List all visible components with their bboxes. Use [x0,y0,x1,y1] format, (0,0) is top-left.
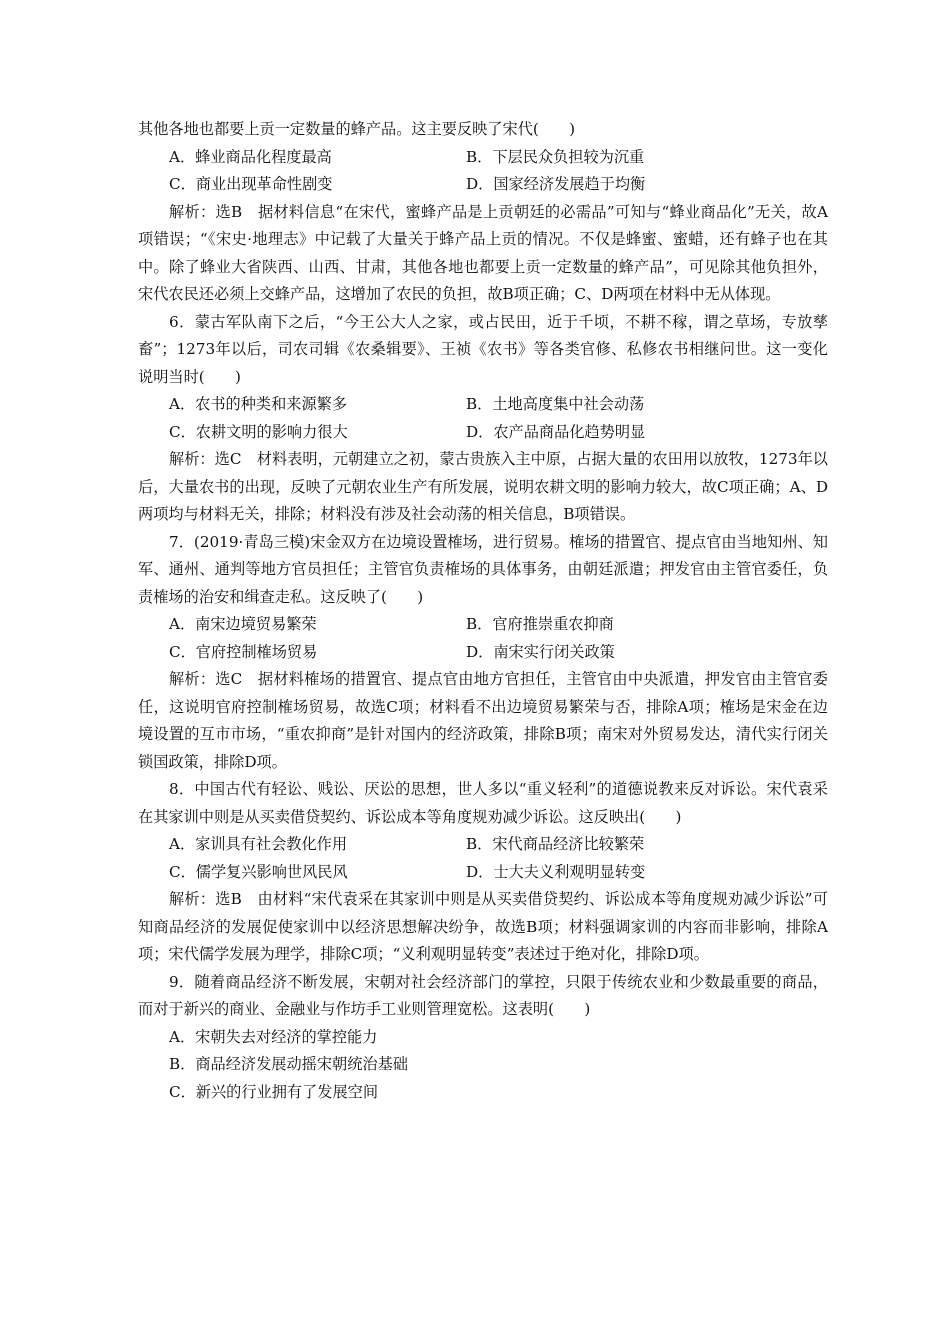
question-7-option-d: D．南宋实行闭关政策 [466,642,615,661]
question-6-option-a: A．农书的种类和来源繁多 [169,395,348,413]
question-6-option-b: B．土地高度集中社会动荡 [466,395,645,413]
question-5-options-row-2 [138,171,828,199]
question-6-options-row-1 [138,391,828,419]
question-5-option-c: C．商业出现革命性剧变 [169,175,333,193]
question-8-option-a: A．家训具有社会教化作用 [169,835,348,853]
question-8-options-row-1 [138,831,828,859]
question-6-stem: 6．蒙古军队南下之后，“今王公大人之家，或占民田，近于千顷，不耕不稼，谓之草场，专放孳畜”；1273年以后，司农司辑《农桑辑要》、王祯《农书》等各类官修、私修农书相继问世。这一变化说明当时( ) [138,312,828,386]
document-body [138,116,828,1106]
question-6-option-c: C．农耕文明的影响力很大 [169,422,348,441]
question-8-analysis: 解析：选B 由材料“宋代袁采在其家训中则是从买卖借贷契约、诉讼成本等角度规劝减少诉讼”可知商品经济的发展促使家训中以经济思想解决纷争，故选B项；材料强调家训的内容而非影响，排除A项；宋代儒学发展为理学，排除C项；“义利观明显转变”表述过于绝对化，排除D项。 [138,890,828,963]
question-9-option-b: B．商品经济发展动摇宋朝统治基础 [169,1055,408,1073]
question-5-options-row-1 [138,144,828,172]
question-7-option-c: C．官府控制榷场贸易 [169,642,318,661]
question-8-options-row-2 [138,859,828,887]
question-7-options-row-2 [138,639,828,667]
question-5-stem-continuation: 其他各地也都要上贡一定数量的蜂产品。这主要反映了宋代( ) [138,120,576,138]
question-7-analysis: 解析：选C 据材料榷场的措置官、提点官由地方官担任，主管官由中央派遣，押发官由主管官委任，这说明官府控制榷场贸易，故选C项；材料看不出边境贸易繁荣与否，排除A项；榷场是宋金在边境设置的互市市场，“重农抑商”是针对国内的经济政策，排除B项；南宋对外贸易发达，清代实行闭关锁国政策，排除D项。 [138,670,828,771]
question-9-option-c: C．新兴的行业拥有了发展空间 [169,1082,379,1101]
question-5-option-b: B．下层民众负担较为沉重 [466,147,645,166]
question-7-option-b: B．官府推崇重农抑商 [466,615,614,633]
question-5-option-d: D．国家经济发展趋于均衡 [466,175,646,193]
question-7-option-a: A．南宋边境贸易繁荣 [169,615,317,633]
question-6-options-row-2 [138,419,828,447]
question-9-stem: 9．随着商品经济不断发展，宋朝对社会经济部门的掌控，只限于传统农业和少数最重要的商品，而对于新兴的商业、金融业与作坊手工业则管理宽松。这表明( ) [138,972,828,1018]
question-7-stem: 7．(2019·青岛三模)宋金双方在边境设置榷场，进行贸易。榷场的措置官、提点官由当地知州、知军、通州、通判等地方官员担任；主管官负责榷场的具体事务，由朝廷派遣；押发官由主管官委任，负责榷场的治安和缉查走私。这反映了( ) [138,532,828,606]
question-8-option-d: D．士大夫义利观明显转变 [466,862,646,881]
question-7-options-row-1 [138,611,828,639]
question-5-analysis: 解析：选B 据材料信息“在宋代，蜜蜂产品是上贡朝廷的必需品”可知与“蜂业商品化”无关，故A项错误；“《宋史·地理志》中记载了大量关于蜂产品上贡的情况。不仅是蜂蜜、蜜蜡，还有蜂子也在其中。除了蜂业大省陕西、山西、甘肃，其他各地也都要上贡一定数量的蜂产品”，可见除其他负担外，宋代农民还必须上交蜂产品，这增加了农民的负担，故B项正确；C、D两项在材料中无从体现。 [138,202,828,303]
question-6-analysis: 解析：选C 材料表明，元朝建立之初，蒙古贵族入主中原，占据大量的农田用以放牧，1273年以后，大量农书的出现，反映了元朝农业生产有所发展，说明农耕文明的影响力较大，故C项正确；A、D两项均与材料无关，排除；材料没有涉及社会动荡的相关信息，B项错误。 [138,450,828,523]
question-8-option-b: B．宋代商品经济比较繁荣 [466,835,645,853]
question-6-option-d: D．农产品商品化趋势明显 [466,422,646,441]
question-9-option-a: A．宋朝失去对经济的掌控能力 [169,1027,378,1046]
question-5-option-a: A．蜂业商品化程度最高 [169,147,332,166]
question-8-stem: 8．中国古代有轻讼、贱讼、厌讼的思想，世人多以“重义轻利”的道德说教来反对诉讼。宋代袁采在其家训中则是从买卖借贷契约、诉讼成本等角度规劝减少诉讼。这反映出( ) [138,780,828,826]
question-8-option-c: C．儒学复兴影响世风民风 [169,862,348,881]
